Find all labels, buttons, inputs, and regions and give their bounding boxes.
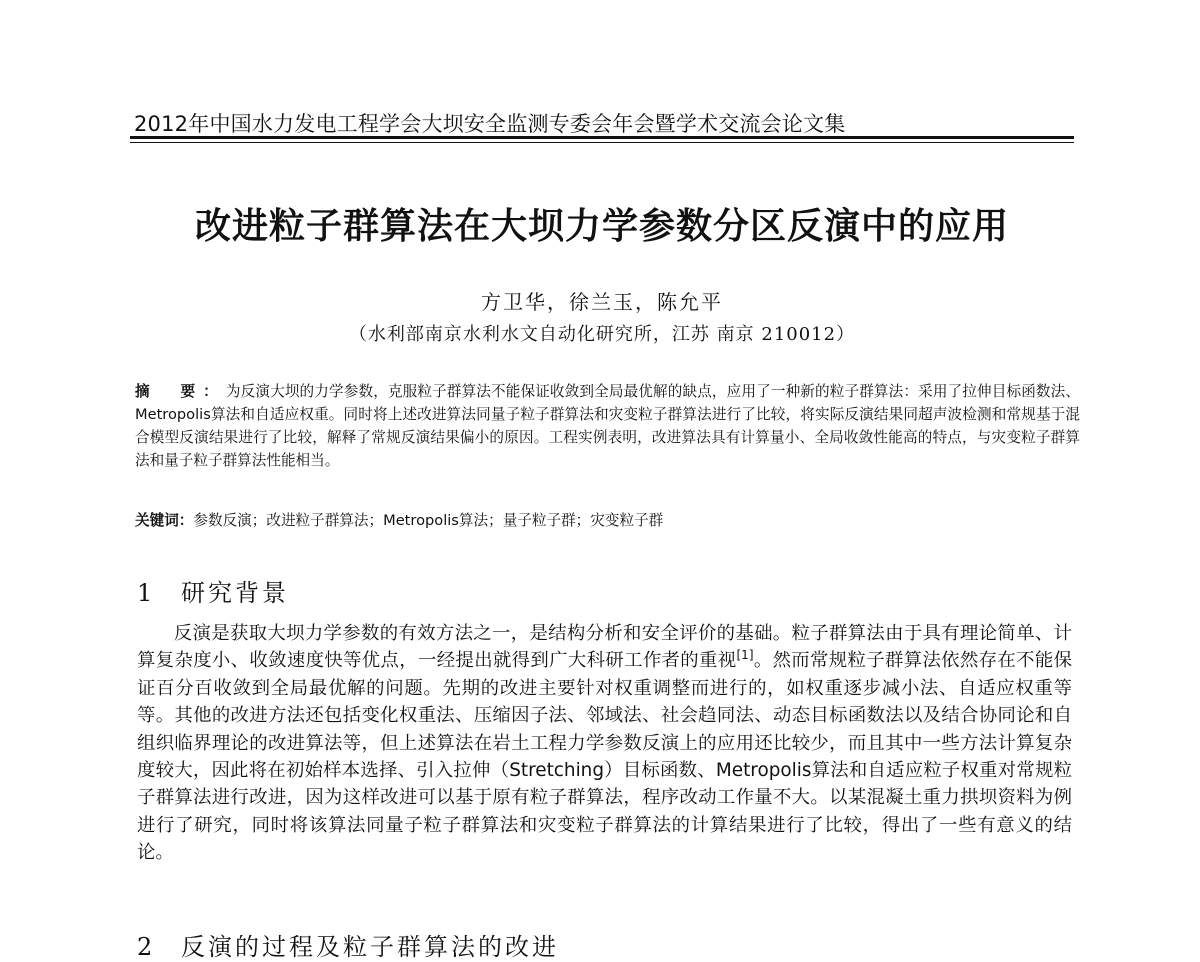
header-rule-thin — [130, 142, 1074, 143]
paper-title: 改进粒子群算法在大坝力学参数分区反演中的应用 — [194, 205, 1009, 247]
section-number: 1 — [137, 579, 156, 607]
abstract-text: 为反演大坝的力学参数，克服粒子群算法不能保证收敛到全局最优解的缺点，应用了一种新的粒子群算法：采用了拉伸目标函数法、Metropolis算法和自适应权重。同时将上述改进算法同量子粒子群算法和灾变粒子群算法进行了比较，将实际反演结果同超声波检测和常规基于混合模型反演结果进行了比较，解释了常规反演结果偏小的原因。工程实例表明，改进算法具有计算量小、全局收敛性能高的特点，与灾变粒子群算法和量子粒子群算法性能相当。 — [135, 383, 1080, 469]
paragraph-text-after-citation: 。然而常规粒子群算法依然存在不能保证百分百收敛到全局最优解的问题。先期的改进主要针对权重调整而进行的，如权重逐步减小法、自适应权重等等。其他的改进方法还包括变化权重法、压缩因子法、邻域法、社会趋同法、动态目标函数法以及结合协同论和自组织临界理论的改进算法等，但上述算法在岩土工程力学参数反演上的应用还比较少，而且其中一些方法计算复杂度较大，因此将在初始样本选择、引入拉伸（Stretching）目标函数、Metropolis算法和自适应粒子权重对常规粒子群算法进行改进，因为这样改进可以基于原有粒子群算法，程序改动工作量不大。以某混凝土重力拱坝资料为例进行了研究，同时将该算法同量子粒子群算法和灾变粒子群算法的计算结果进行了比较，得出了一些有意义的结论。 — [137, 650, 1072, 864]
section-heading-1 — [137, 573, 289, 608]
citation-ref[interactable]: [1] — [736, 648, 754, 663]
abstract — [135, 380, 1080, 472]
section-title: 反演的过程及粒子群算法的改进 — [181, 933, 559, 961]
abstract-label: 摘 要： — [135, 383, 226, 400]
paper-affiliation: （水利部南京水利水文自动化研究所，江苏 南京 210012） — [348, 324, 856, 345]
paper-authors: 方卫华，徐兰玉，陈允平 — [481, 290, 723, 314]
section-1-paragraph — [137, 620, 1072, 867]
section-title: 研究背景 — [181, 579, 289, 607]
running-header: 2012年中国水力发电工程学会大坝安全监测专委会年会暨学术交流会论文集 — [134, 112, 846, 136]
header-rule-thick — [130, 136, 1074, 139]
keywords-label: 关键词： — [135, 512, 194, 529]
keywords-text: 参数反演；改进粒子群算法；Metropolis算法；量子粒子群；灾变粒子群 — [193, 512, 664, 529]
paragraph-text-before-citation: 反演是获取大坝力学参数的有效方法之一，是结构分析和安全评价的基础。粒子群算法由于具有理论简单、计算复杂度小、收敛速度快等优点，一经提出就得到广大科研工作者的重视 — [137, 623, 1072, 672]
section-heading-2 — [137, 927, 559, 962]
section-number: 2 — [137, 933, 156, 961]
keywords — [135, 509, 1080, 532]
